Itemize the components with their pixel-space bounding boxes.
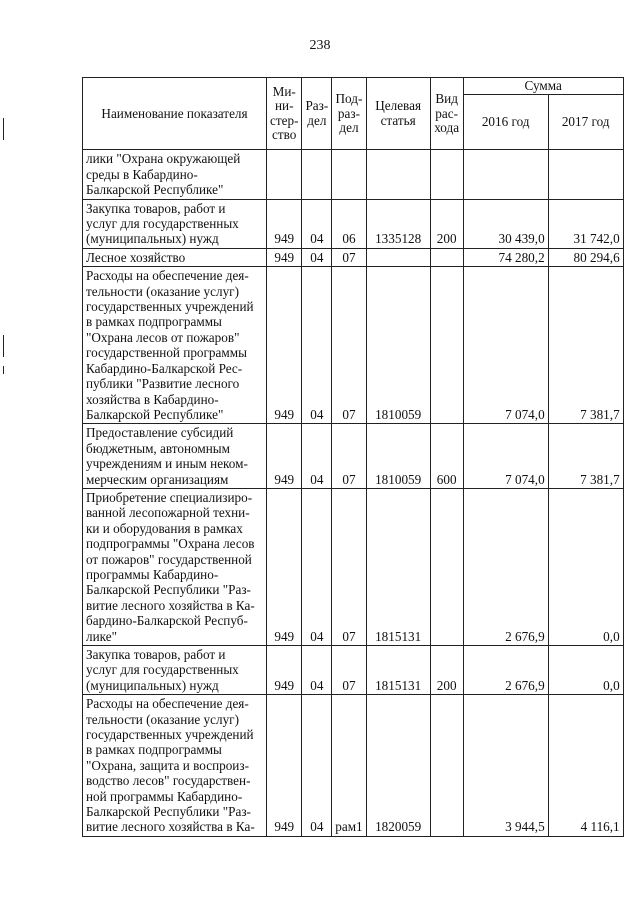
header-sum: Сумма xyxy=(463,78,623,95)
subsection-cell: 07 xyxy=(332,488,366,645)
table-row xyxy=(83,424,624,489)
indicator-name-line: мерческим организациям xyxy=(86,471,229,487)
header-line: рас- xyxy=(435,105,458,121)
table-row xyxy=(83,646,624,695)
expense-type-cell xyxy=(430,695,463,837)
sum-2017-cell: 31 742,0 xyxy=(548,199,623,248)
indicator-name-line: программы Кабардино- xyxy=(86,566,219,582)
header-line: дел xyxy=(307,112,327,128)
table-row xyxy=(83,150,624,199)
table-row xyxy=(83,695,624,837)
indicator-name-line: Предоставление субсидий xyxy=(86,425,234,441)
subsection-cell: 07 xyxy=(332,424,366,489)
sum-2017-cell: 7 381,7 xyxy=(548,424,623,489)
target-article-cell xyxy=(366,150,430,199)
indicator-name-cell xyxy=(83,267,267,424)
indicator-name-line: Приобретение специализиро- xyxy=(86,489,253,505)
indicator-name-line: публики "Развитие лесного xyxy=(86,376,240,392)
indicator-name-line: бардино-Балкарской Респуб- xyxy=(86,613,248,629)
header-line: статья xyxy=(380,112,416,128)
sum-2017-cell: 7 381,7 xyxy=(548,267,623,424)
header-expense-type xyxy=(430,78,463,150)
expense-type-cell xyxy=(430,488,463,645)
sum-2017-cell: 80 294,6 xyxy=(548,248,623,266)
header-line: Под- xyxy=(335,91,363,107)
sum-2017-cell xyxy=(548,150,623,199)
sum-2016-cell: 2 676,9 xyxy=(463,488,548,645)
subsection-cell: 07 xyxy=(332,267,366,424)
header-line: Раз- xyxy=(305,98,329,114)
indicator-name-line: в рамках подпрограммы xyxy=(86,314,222,330)
indicator-name-line: лике" xyxy=(86,628,117,644)
indicator-name-line: тельности (оказание услуг) xyxy=(86,711,239,727)
indicator-name-line: "Охрана лесов от пожаров" xyxy=(86,329,240,345)
budget-table xyxy=(82,77,624,837)
header-line: Вид xyxy=(435,91,458,107)
indicator-name-line: Лесное хозяйство xyxy=(86,249,186,265)
indicator-name-line: Балкарской Республике" xyxy=(86,182,224,198)
margin-mark xyxy=(3,335,4,357)
header-target-article xyxy=(366,78,430,150)
sum-2017-cell: 0,0 xyxy=(548,488,623,645)
ministry-cell: 949 xyxy=(267,248,302,266)
expense-type-cell xyxy=(430,150,463,199)
expense-type-cell: 200 xyxy=(430,199,463,248)
subsection-cell: рам1 xyxy=(332,695,366,837)
subsection-cell: 07 xyxy=(332,646,366,695)
indicator-name-line: услуг для государственных xyxy=(86,662,239,678)
header-line: ни- xyxy=(274,98,294,114)
header-line: дел xyxy=(339,119,359,135)
expense-type-cell: 200 xyxy=(430,646,463,695)
indicator-name-line: витие лесного хозяйства в Ка- xyxy=(86,597,255,613)
section-cell: 04 xyxy=(302,267,332,424)
target-article-cell: 1815131 xyxy=(366,488,430,645)
ministry-cell: 949 xyxy=(267,199,302,248)
sum-2016-cell xyxy=(463,150,548,199)
expense-type-cell xyxy=(430,267,463,424)
indicator-name-line: Расходы на обеспечение дея- xyxy=(86,696,249,712)
indicator-name-line: хозяйства в Кабардино- xyxy=(86,391,219,407)
target-article-cell: 1335128 xyxy=(366,199,430,248)
indicator-name-line: среды в Кабардино- xyxy=(86,166,198,182)
indicator-name-line: государственной программы xyxy=(86,345,247,361)
target-article-cell: 1810059 xyxy=(366,267,430,424)
sum-2017-cell: 4 116,1 xyxy=(548,695,623,837)
indicator-name-line: Закупка товаров, работ и xyxy=(86,200,226,216)
indicator-name-line: (муниципальных) нужд xyxy=(86,231,219,247)
indicator-name-line: Балкарской Республики "Раз- xyxy=(86,804,251,820)
indicator-name-line: Кабардино-Балкарской Рес- xyxy=(86,360,243,376)
subsection-cell xyxy=(332,150,366,199)
header-ministry xyxy=(267,78,302,150)
table-body xyxy=(83,150,624,836)
indicator-name-line: лики "Охрана окружающей xyxy=(86,151,241,167)
indicator-name-line: от пожаров" государственной xyxy=(86,551,252,567)
sum-2016-cell: 7 074,0 xyxy=(463,267,548,424)
header-subsection xyxy=(332,78,366,150)
header-year-2017: 2017 год xyxy=(548,95,623,150)
indicator-name-line: услуг для государственных xyxy=(86,216,239,232)
indicator-name-line: Балкарской Республики "Раз- xyxy=(86,582,251,598)
page-number: 238 xyxy=(309,38,331,53)
sum-2016-cell: 7 074,0 xyxy=(463,424,548,489)
header-line: хода xyxy=(434,119,460,135)
header-line: стер- xyxy=(270,112,299,128)
margin-mark xyxy=(3,118,4,140)
table-row xyxy=(83,488,624,645)
indicator-name-line: "Охрана, защита и воспроиз- xyxy=(86,757,249,773)
indicator-name-line: (муниципальных) нужд xyxy=(86,677,219,693)
section-cell: 04 xyxy=(302,199,332,248)
header-line: раз- xyxy=(337,105,360,121)
section-cell xyxy=(302,150,332,199)
header-year-2016: 2016 год xyxy=(463,95,548,150)
header-name: Наименование показателя xyxy=(83,78,267,150)
ministry-cell xyxy=(267,150,302,199)
indicator-name-cell xyxy=(83,695,267,837)
header-line: Ми- xyxy=(272,83,296,99)
indicator-name-line: государственных учреждений xyxy=(86,727,254,743)
indicator-name-line: государственных учреждений xyxy=(86,299,254,315)
indicator-name-line: тельности (оказание услуг) xyxy=(86,283,239,299)
ministry-cell: 949 xyxy=(267,488,302,645)
header-section xyxy=(302,78,332,150)
indicator-name-cell xyxy=(83,646,267,695)
target-article-cell xyxy=(366,248,430,266)
target-article-cell: 1820059 xyxy=(366,695,430,837)
indicator-name-cell xyxy=(83,199,267,248)
indicator-name-cell xyxy=(83,424,267,489)
section-cell: 04 xyxy=(302,695,332,837)
target-article-cell: 1810059 xyxy=(366,424,430,489)
indicator-name-line: ванной лесопожарной техни- xyxy=(86,505,250,521)
section-cell: 04 xyxy=(302,646,332,695)
ministry-cell: 949 xyxy=(267,646,302,695)
ministry-cell: 949 xyxy=(267,424,302,489)
indicator-name-line: в рамках подпрограммы xyxy=(86,742,222,758)
ministry-cell: 949 xyxy=(267,695,302,837)
section-cell: 04 xyxy=(302,248,332,266)
indicator-name-line: витие лесного хозяйства в Ка- xyxy=(86,819,255,835)
sum-2017-cell: 0,0 xyxy=(548,646,623,695)
header-line: ство xyxy=(272,127,297,143)
expense-type-cell xyxy=(430,248,463,266)
indicator-name-line: ной программы Кабардино- xyxy=(86,788,243,804)
indicator-name-line: подпрограммы "Охрана лесов xyxy=(86,536,255,552)
indicator-name-line: учреждениям и иным неком- xyxy=(86,456,248,472)
sum-2016-cell: 30 439,0 xyxy=(463,199,548,248)
table-row xyxy=(83,199,624,248)
indicator-name-line: Закупка товаров, работ и xyxy=(86,647,226,662)
margin-mark xyxy=(3,366,4,374)
sum-2016-cell: 3 944,5 xyxy=(463,695,548,837)
indicator-name-line: Балкарской Республике" xyxy=(86,406,224,422)
section-cell: 04 xyxy=(302,424,332,489)
header-line: Целевая xyxy=(375,98,422,114)
indicator-name-cell xyxy=(83,488,267,645)
ministry-cell: 949 xyxy=(267,267,302,424)
table-row xyxy=(83,248,624,266)
indicator-name-line: бюджетным, автономным xyxy=(86,440,230,456)
target-article-cell: 1815131 xyxy=(366,646,430,695)
indicator-name-line: Расходы на обеспечение дея- xyxy=(86,268,249,284)
section-cell: 04 xyxy=(302,488,332,645)
expense-type-cell: 600 xyxy=(430,424,463,489)
indicator-name-line: ки и оборудования в рамках xyxy=(86,520,243,536)
subsection-cell: 06 xyxy=(332,199,366,248)
table-row xyxy=(83,267,624,424)
sum-2016-cell: 2 676,9 xyxy=(463,646,548,695)
indicator-name-cell xyxy=(83,150,267,199)
sum-2016-cell: 74 280,2 xyxy=(463,248,548,266)
indicator-name-line: водство лесов" государствен- xyxy=(86,773,251,789)
indicator-name-cell xyxy=(83,248,267,266)
subsection-cell: 07 xyxy=(332,248,366,266)
